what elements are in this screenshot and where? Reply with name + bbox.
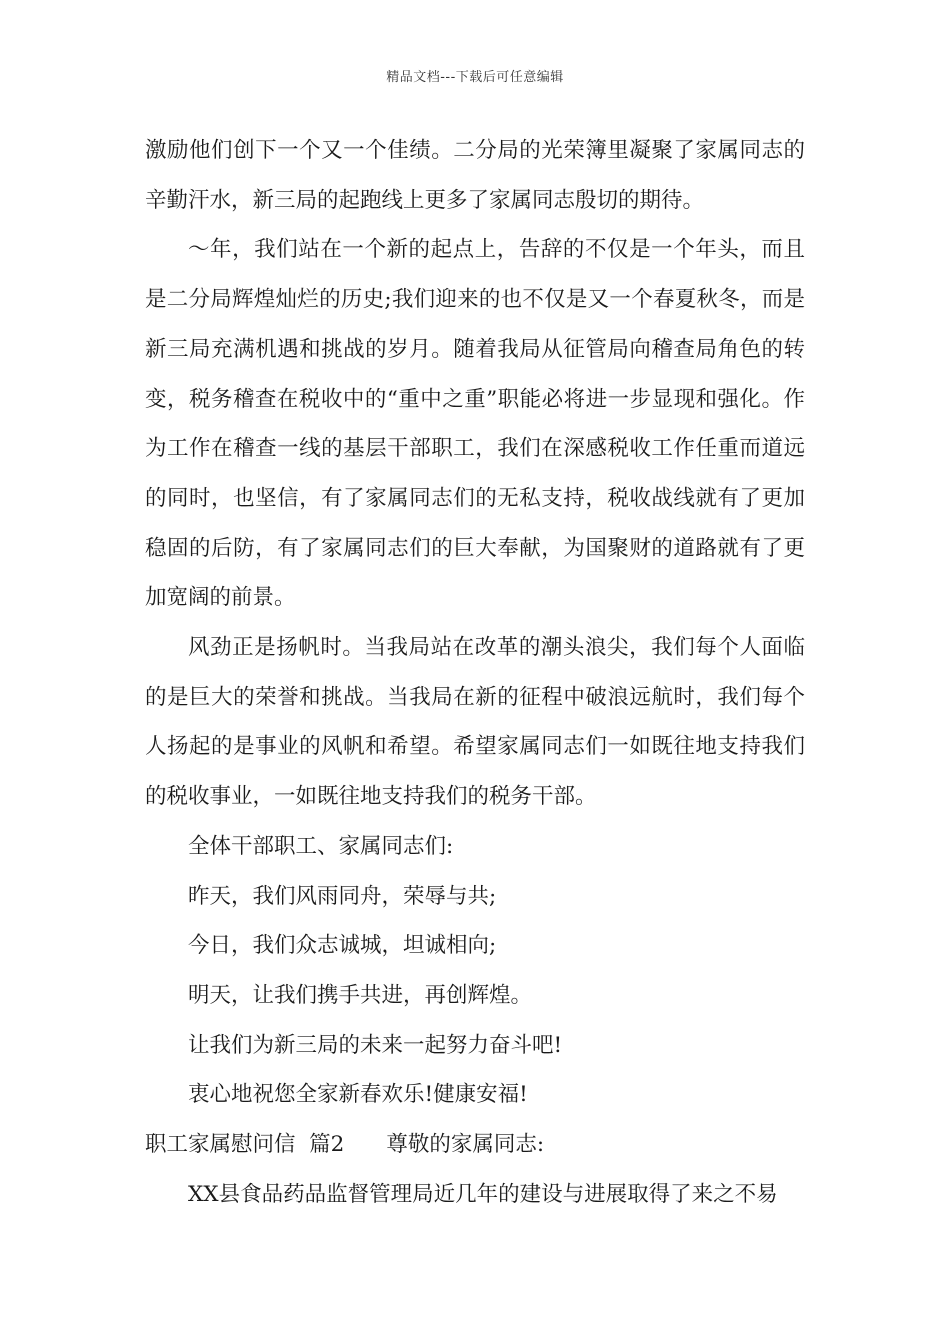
letter-body	[145, 126, 805, 1219]
paragraph-strive: 让我们为新三局的未来一起努力奋斗吧!	[188, 1032, 563, 1058]
paragraph-address: 全体干部职工、家属同志们:	[188, 833, 454, 859]
paragraph-new-year: ～年，我们站在一个新的起点上，告辞的不仅是一个年头，而且是二分局辉煌灿烂的历史;我们迎来的也不仅是又一个春夏秋冬，而是新三局充满机遇和挑战的岁月。随着我局从征管局向稽查局角色的转变，税务稽查在税收中的“重中之重”职能必将进一步显现和强化。作为工作在稽查一线的基层干部职工，我们在深感税收工作任重而道远的同时，也坚信，有了家属同志们的无私支持，税收战线就有了更加稳固的后防，有了家属同志们的巨大奉献，为国聚财的道路就有了更加宽阔的前景。	[145, 237, 805, 611]
paragraph-yesterday: 昨天，我们风雨同舟，荣辱与共;	[188, 883, 497, 909]
paragraph-today: 今日，我们众志诚城，坦诚相向;	[188, 933, 497, 959]
paragraph-tomorrow: 明天，让我们携手共进，再创辉煌。	[188, 982, 533, 1008]
salutation: 尊敬的家属同志:	[386, 1132, 545, 1158]
paragraph-blessing: 衷心地祝您全家新春欢乐!健康安福!	[188, 1082, 528, 1108]
page-header: 精品文档---下载后可任意编辑	[386, 70, 564, 85]
section-title: 职工家属慰问信 篇2	[145, 1132, 345, 1158]
paragraph-food-drug: XX县食品药品监督管理局近几年的建设与进展取得了来之不易	[188, 1181, 778, 1207]
paragraph-continuation: 激励他们创下一个又一个佳绩。二分局的光荣簿里凝聚了家属同志的辛勤汗水，新三局的起跑线上更多了家属同志殷切的期待。	[145, 138, 805, 213]
section-heading	[145, 1120, 805, 1170]
paragraph-sail: 风劲正是扬帆时。当我局站在改革的潮头浪尖，我们每个人面临的是巨大的荣誉和挑战。当我局在新的征程中破浪远航时，我们每个人扬起的是事业的风帆和希望。希望家属同志们一如既往地支持我们的税收事业，一如既往地支持我们的税务干部。	[145, 635, 805, 810]
